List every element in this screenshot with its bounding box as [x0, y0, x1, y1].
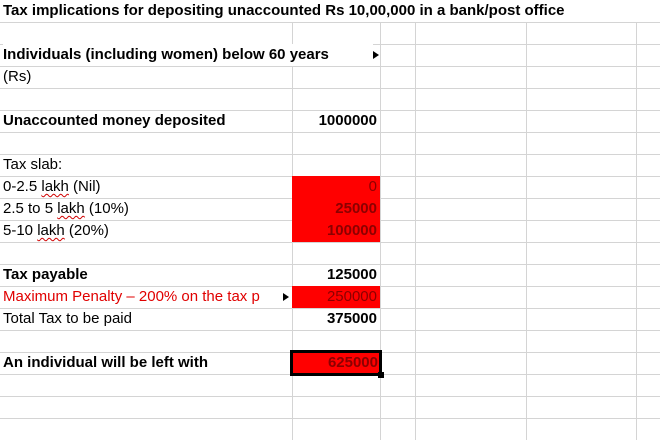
column-gridline	[636, 22, 637, 440]
category-line1[interactable]: Individuals (including women) below 60 years	[3, 44, 373, 66]
slab2-label-part: 2.5 to 5	[3, 200, 58, 217]
slab1-label-part: 0-2.5	[3, 178, 42, 195]
slab2-label[interactable]	[3, 198, 289, 220]
column-gridline	[526, 22, 527, 440]
tax-payable-value[interactable]: 125000	[326, 266, 377, 283]
slab3-label-part: 5-10	[3, 222, 38, 239]
slab1-value[interactable]: 0	[292, 176, 380, 198]
slab1-label-part: (Nil)	[68, 178, 101, 195]
slab2-label-spellcheck: lakh	[57, 200, 85, 217]
category-line2[interactable]: (Rs)	[3, 68, 32, 85]
tax-slab-label[interactable]: Tax slab:	[3, 156, 63, 173]
fill-handle[interactable]	[378, 372, 384, 378]
row-gridline	[0, 418, 660, 419]
total-label[interactable]: Total Tax to be paid	[3, 310, 132, 327]
penalty-label[interactable]: Maximum Penalty – 200% on the tax p	[3, 288, 260, 305]
left-with-value-selected-cell[interactable]: 625000	[291, 351, 381, 375]
slab2-value[interactable]: 25000	[292, 198, 380, 220]
overflow-arrow-icon	[373, 51, 379, 59]
slab3-value[interactable]: 100000	[292, 220, 380, 242]
sheet-title[interactable]: Tax implications for depositing unaccounted Rs 10,00,000 in a bank/post office	[3, 0, 658, 22]
slab3-label-spellcheck: lakh	[37, 222, 65, 239]
deposit-label[interactable]: Unaccounted money deposited	[3, 112, 226, 129]
row-gridline	[0, 242, 660, 243]
deposit-value[interactable]: 1000000	[318, 112, 377, 129]
row-gridline	[0, 396, 660, 397]
column-gridline	[415, 22, 416, 440]
row-gridline	[0, 22, 660, 23]
row-gridline	[0, 132, 660, 133]
slab3-label-part: (20%)	[64, 222, 109, 239]
row-gridline	[0, 330, 660, 331]
total-value[interactable]: 375000	[326, 310, 377, 327]
slab1-label-spellcheck: lakh	[41, 178, 69, 195]
row-gridline	[0, 88, 660, 89]
penalty-value[interactable]: 250000	[292, 286, 380, 308]
overflow-arrow-icon	[283, 293, 289, 301]
slab1-label[interactable]	[3, 176, 289, 198]
tax-payable-label[interactable]: Tax payable	[3, 266, 88, 283]
slab2-label-part: (10%)	[84, 200, 129, 217]
left-with-label[interactable]: An individual will be left with	[3, 354, 209, 371]
slab3-label[interactable]	[3, 220, 289, 242]
